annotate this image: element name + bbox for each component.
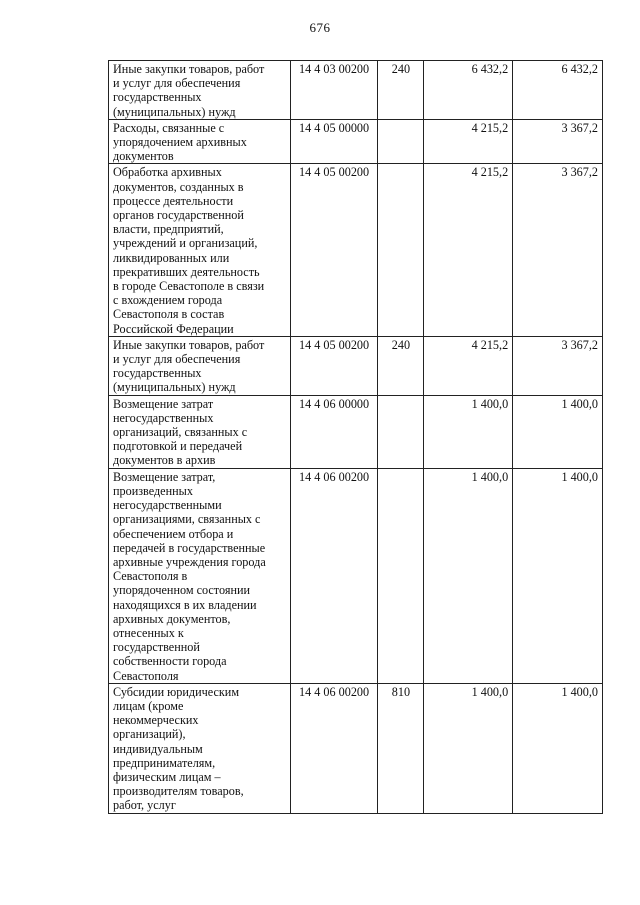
row-name-line: организаций, связанных с	[113, 425, 248, 440]
row-code-cell: 14 4 06 00200	[290, 468, 378, 683]
row-name-cell	[109, 164, 291, 336]
row-name-line: передачей в государственные	[113, 540, 266, 555]
row-name-line: Иные закупки товаров, работ	[113, 337, 265, 352]
row-name-cell	[109, 683, 291, 813]
row-code-cell: 14 4 06 00200	[290, 683, 378, 813]
table-row	[109, 468, 603, 683]
row-name-line: физическим лицам –	[113, 769, 221, 784]
row-value2-cell: 1 400,0	[513, 468, 603, 683]
row-name-line: органов государственной	[113, 208, 244, 223]
row-code-cell: 14 4 05 00200	[290, 164, 378, 336]
row-code-cell: 14 4 05 00000	[290, 119, 378, 164]
row-value2-cell: 3 367,2	[513, 119, 603, 164]
row-value1-cell: 4 215,2	[424, 119, 513, 164]
row-name-line: документов, созданных в	[113, 179, 244, 194]
row-name-line: производителям товаров,	[113, 784, 244, 799]
table-row	[109, 119, 603, 164]
table-row	[109, 336, 603, 395]
row-name-line: отнесенных к	[113, 625, 184, 640]
row-name-cell	[109, 119, 291, 164]
row-name-line: Севастополя	[113, 668, 179, 683]
table-row	[109, 164, 603, 336]
row-name-line: в городе Севастополе в связи	[113, 279, 265, 294]
row-type-cell: 240	[378, 336, 424, 395]
table-row	[109, 61, 603, 120]
row-value2-cell: 3 367,2	[513, 336, 603, 395]
row-name-line: архивных документов,	[113, 611, 231, 626]
row-value2-cell: 1 400,0	[513, 683, 603, 813]
row-type-cell	[378, 164, 424, 336]
page-number: 676	[309, 20, 331, 35]
row-name-line: индивидуальным	[113, 741, 203, 756]
row-name-line: подготовкой и передачей	[113, 439, 243, 454]
row-value1-cell: 6 432,2	[424, 61, 513, 120]
row-name-line: Иные закупки товаров, работ	[113, 62, 265, 76]
row-name-line: (муниципальных) нужд	[113, 104, 236, 119]
table-body	[109, 61, 603, 814]
row-value1-cell: 1 400,0	[424, 683, 513, 813]
row-value2-cell: 6 432,2	[513, 61, 603, 120]
row-type-cell: 240	[378, 61, 424, 120]
row-name-line: (муниципальных) нужд	[113, 380, 236, 395]
row-type-cell	[378, 119, 424, 164]
row-value1-cell: 1 400,0	[424, 395, 513, 468]
table-row	[109, 683, 603, 813]
row-name-cell	[109, 395, 291, 468]
row-name-line: Обработка архивных	[113, 165, 222, 180]
row-code-cell: 14 4 06 00000	[290, 395, 378, 468]
row-name-line: государственных	[113, 366, 202, 381]
row-name-line: предпринимателям,	[113, 755, 216, 770]
row-name-line: собственности города	[113, 654, 227, 669]
row-name-line: Возмещение затрат	[113, 396, 214, 411]
row-name-line: Возмещение затрат,	[113, 469, 216, 484]
row-name-cell	[109, 468, 291, 683]
row-code-cell: 14 4 03 00200	[290, 61, 378, 120]
row-name-line: Расходы, связанные с	[113, 120, 225, 135]
row-name-line: власти, предприятий,	[113, 222, 224, 237]
row-name-line: лицам (кроме	[113, 698, 184, 713]
row-name-line: некоммерческих	[113, 713, 199, 728]
row-type-cell	[378, 395, 424, 468]
row-name-line: Субсидии юридическим	[113, 684, 240, 699]
row-name-line: государственной	[113, 640, 200, 655]
row-type-cell	[378, 468, 424, 683]
row-name-line: ликвидированных или	[113, 250, 230, 265]
row-code-cell: 14 4 05 00200	[290, 336, 378, 395]
row-value2-cell: 3 367,2	[513, 164, 603, 336]
row-name-line: прекративших деятельность	[113, 264, 260, 279]
row-name-line: работ, услуг	[113, 798, 176, 813]
row-name-line: произведенных	[113, 483, 193, 498]
row-name-line: обеспечением отбора и	[113, 526, 234, 541]
row-value1-cell: 4 215,2	[424, 336, 513, 395]
row-value2-cell: 1 400,0	[513, 395, 603, 468]
row-name-line: негосударственными	[113, 498, 222, 513]
row-name-cell	[109, 336, 291, 395]
row-name-line: с вхождением города	[113, 293, 223, 308]
row-name-line: и услуг для обеспечения	[113, 76, 241, 91]
row-name-line: Севастополя в состав	[113, 307, 225, 322]
row-name-cell	[109, 61, 291, 120]
row-value1-cell: 4 215,2	[424, 164, 513, 336]
row-name-line: государственных	[113, 90, 202, 105]
row-name-line: организаций),	[113, 727, 186, 742]
row-name-line: Севастополя в	[113, 569, 188, 584]
row-name-line: и услуг для обеспечения	[113, 352, 241, 367]
row-name-line: Российской Федерации	[113, 321, 234, 336]
table-row	[109, 395, 603, 468]
row-name-line: упорядоченном состоянии	[113, 583, 251, 598]
row-name-line: документов в архив	[113, 453, 216, 468]
row-name-line: организациями, связанных с	[113, 512, 261, 527]
row-name-line: негосударственных	[113, 410, 214, 425]
row-name-line: учреждений и организаций,	[113, 236, 258, 251]
row-name-line: архивные учреждения города	[113, 554, 266, 569]
row-type-cell: 810	[378, 683, 424, 813]
row-name-line: процессе деятельности	[113, 193, 234, 208]
row-name-line: документов	[113, 149, 174, 164]
row-name-line: находящихся в их владении	[113, 597, 257, 612]
row-name-line: упорядочением архивных	[113, 135, 247, 150]
budget-table	[108, 60, 603, 814]
row-value1-cell: 1 400,0	[424, 468, 513, 683]
